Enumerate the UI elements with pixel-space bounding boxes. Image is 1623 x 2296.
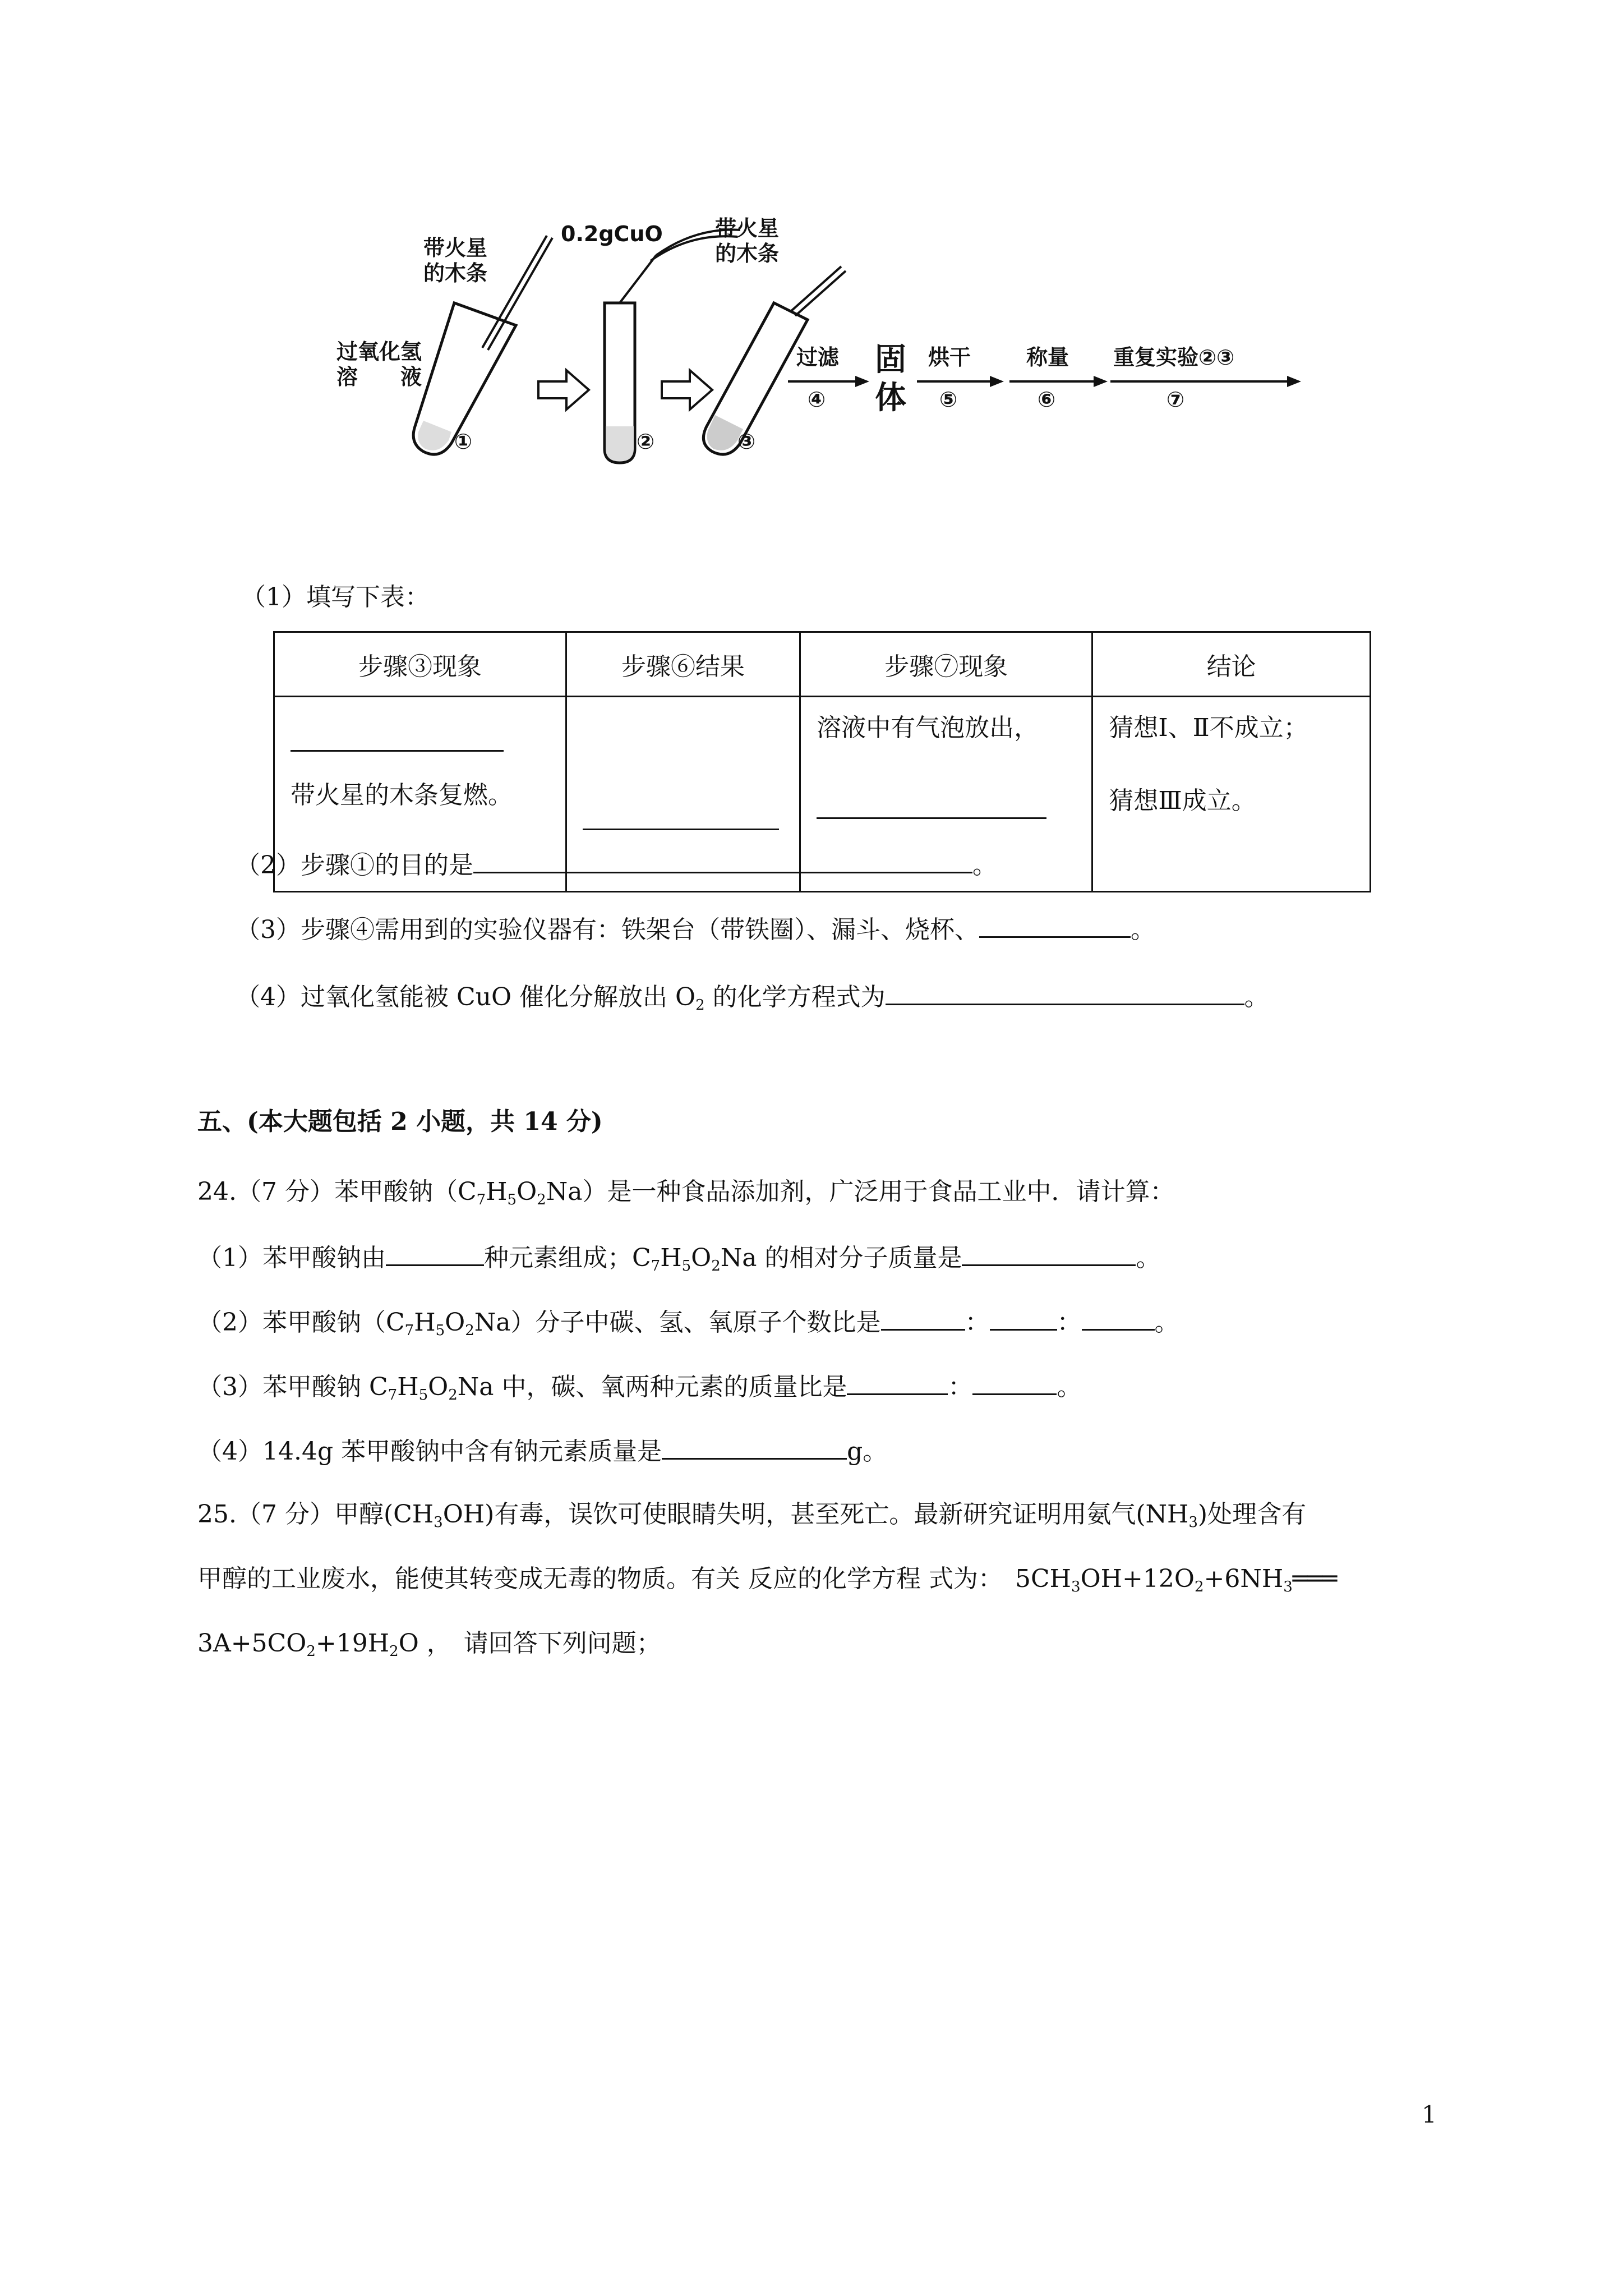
q24-part3: （3）苯甲酸钠 $C_7H_5O_2Na$ 中，碳、氧两种元素的质量比是 ： 。 <box>197 1369 1081 1404</box>
arrow-dry-icon <box>990 376 1004 387</box>
q4-mid: 的化学方程式为 <box>704 983 886 1011</box>
step-filter-number: ④ <box>808 387 826 412</box>
solid-label-a: 固 <box>875 342 906 378</box>
label-splint-2b: 的木条 <box>715 241 780 266</box>
answer-blank[interactable] <box>1082 1304 1155 1331</box>
page-number: 1 <box>1422 2101 1437 2128</box>
answer-blank[interactable] <box>847 1369 948 1395</box>
q4: （4）过氧化氢能被 CuO 催化分解放出 $O_2$ 的化学方程式为 。 <box>236 979 1269 1014</box>
answer-blank[interactable] <box>886 979 1244 1005</box>
q24-part1: （1）苯甲酸钠由 种元素组成；$C_7H_5O_2Na$ 的相对分子质量是 。 <box>197 1240 1160 1275</box>
q24-stem: 24.（7 分）苯甲酸钠$(C_7H_5O_2Na)$是一种食品添加剂，广泛用于食品工业中．请计算： <box>197 1177 1175 1208</box>
step-dry-number: ⑤ <box>939 387 958 412</box>
q25-line3: $3A+5CO_2+19H_2O$ ， 请回答下列问题； <box>197 1629 661 1660</box>
label-splint-1b: 的木条 <box>423 261 488 286</box>
label-splint-1a: 带火星 <box>423 236 488 260</box>
label-splint-2a: 带火星 <box>715 216 780 241</box>
step-weigh-label: 称量 <box>1026 345 1069 370</box>
step-dry-label: 烘干 <box>928 345 971 370</box>
step-weigh-number: ⑥ <box>1038 387 1056 412</box>
arrow-filter-icon <box>855 376 869 387</box>
section-5-title: 五、(本大题包括 2 小题，共 14 分) <box>197 1107 603 1136</box>
answer-blank[interactable] <box>386 1240 484 1266</box>
answer-blank[interactable] <box>662 1433 847 1460</box>
q2 <box>236 847 997 882</box>
q3-prefix: （3）步骤④需用到的实验仪器有：铁架台（带铁圈）、漏斗、烧杯、 <box>236 915 979 944</box>
answer-blank[interactable] <box>881 1304 965 1331</box>
q4-prefix: （4）过氧化氢能被 CuO 催化分解放出 O <box>236 983 696 1011</box>
cell-text: 猜想Ⅲ成立。 <box>1109 786 1256 815</box>
answer-blank[interactable] <box>291 719 504 752</box>
solid-label-b: 体 <box>875 380 906 416</box>
cell-text: 带火星的木条复燃。 <box>291 781 513 809</box>
answer-blank[interactable] <box>583 797 779 830</box>
q4-suffix: 。 <box>1244 983 1269 1011</box>
cell-text: 溶液中有气泡放出， <box>817 714 1039 742</box>
table-header-cell: 步骤⑦现象 <box>800 632 1092 697</box>
table-header-cell: 结论 <box>1092 632 1371 697</box>
cell-text: 猜想Ⅰ、Ⅱ不成立； <box>1109 714 1308 742</box>
table-header-cell: 步骤③现象 <box>274 632 566 697</box>
q3-suffix: 。 <box>1131 915 1155 944</box>
q24-part2: （2）苯甲酸钠$(C_7H_5O_2Na)$分子中碳、氢、氧原子个数比是 ： ： 。 <box>197 1304 1179 1340</box>
answer-blank[interactable] <box>979 912 1131 938</box>
answer-blank[interactable] <box>962 1240 1136 1266</box>
arrow-1-icon <box>538 370 589 409</box>
answer-blank[interactable] <box>972 1369 1057 1395</box>
step-filter-label: 过滤 <box>796 345 840 370</box>
q2-suffix: 。 <box>972 851 997 880</box>
answer-blank[interactable] <box>817 786 1046 819</box>
label-peroxide-b: 溶 液 <box>336 365 422 389</box>
q2-prefix: （2）步骤①的目的是 <box>236 851 473 880</box>
label-peroxide-a: 过氧化氢 <box>336 339 422 364</box>
tube-1-number: ① <box>454 429 473 454</box>
arrow-2-icon <box>662 370 712 409</box>
tube-3-number: ③ <box>737 429 756 454</box>
label-cuo: 0.2gCuO <box>561 222 663 246</box>
q24-part4: （4）14.4g 苯甲酸钠中含有钠元素质量是 g。 <box>197 1433 887 1469</box>
arrow-weigh-icon <box>1094 376 1108 387</box>
table-cell-conclusion <box>1092 697 1371 892</box>
q25-line1: 25.（7 分）甲醇$(CH_3OH)$有毒，误饮可使眼睛失明，甚至死亡。最新研究证明用氨气$(NH_3)$处理含有 <box>197 1500 1307 1531</box>
q25-line2: 甲醇的工业废水，能使其转变成无毒的物质。有关 反应的化学方程 式为： $5CH_3OH+12O_2+6NH_3═══$ <box>197 1565 1338 1595</box>
step-repeat-label: 重复实验②③ <box>1113 345 1235 370</box>
table-header-cell: 步骤⑥结果 <box>566 632 800 697</box>
step-repeat-number: ⑦ <box>1166 387 1185 412</box>
experiment-diagram <box>314 213 1324 494</box>
arrow-repeat-icon <box>1287 376 1301 387</box>
answer-blank[interactable] <box>990 1304 1057 1331</box>
q1-intro: （1）填写下表： <box>241 583 430 611</box>
answer-blank[interactable] <box>473 847 972 873</box>
tube-2-number: ② <box>637 429 655 454</box>
q3 <box>236 912 1155 947</box>
experiment-diagram-svg <box>314 213 1324 494</box>
table-header-row <box>274 632 1371 697</box>
